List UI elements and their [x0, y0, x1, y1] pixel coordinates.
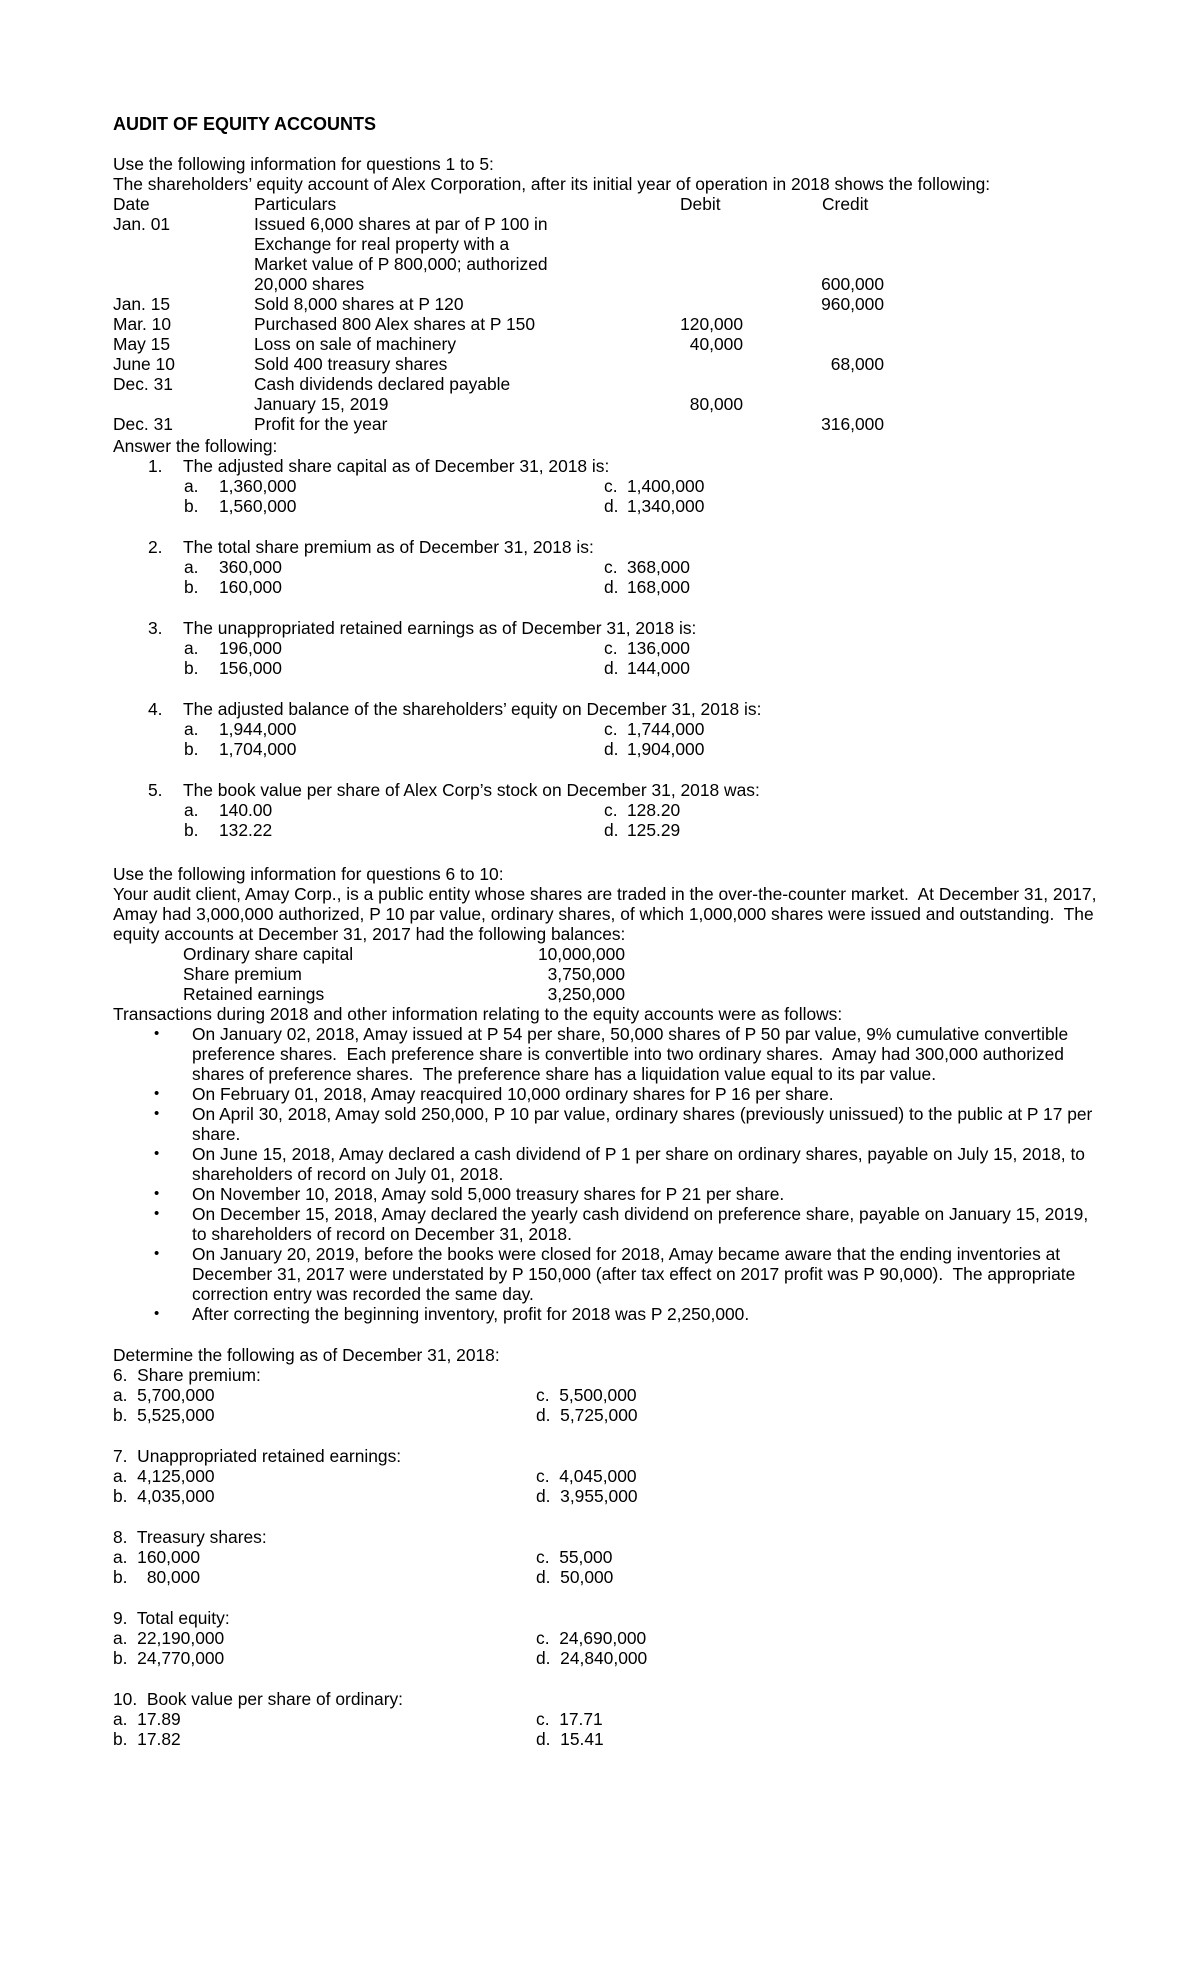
bullet-text: On January 20, 2019, before the books were closed for 2018, Amay became aware that the ending inventories at [192, 1244, 1061, 1264]
choice-letter-a: a. [184, 557, 199, 577]
choice-b: b. 5,525,000 [113, 1405, 215, 1425]
choice-c: c. 55,000 [536, 1547, 613, 1567]
choice-letter-d: d. [604, 658, 619, 678]
table-header-particulars: Particulars [254, 194, 337, 214]
balance-name: Share premium [183, 964, 302, 984]
choice-c: c. 4,045,000 [536, 1466, 637, 1486]
choice-b: 160,000 [219, 577, 282, 597]
choice-c: 1,744,000 [627, 719, 705, 739]
table-row-debit: 40,000 [689, 334, 743, 354]
question-text: The total share premium as of December 31, 2018 is: [183, 537, 594, 557]
table-row-particulars: Sold 8,000 shares at P 120 [254, 294, 464, 314]
choice-letter-b: b. [184, 496, 199, 516]
choice-c: 368,000 [627, 557, 690, 577]
bullet-text: shareholders of record on July 01, 2018. [192, 1164, 504, 1184]
question-label: 8. Treasury shares: [113, 1527, 267, 1547]
choice-a: a. 5,700,000 [113, 1385, 215, 1405]
choice-letter-a: a. [184, 476, 199, 496]
bullet-text: On December 15, 2018, Amay declared the yearly cash dividend on preference share, payable on January 15, 2019, [192, 1204, 1089, 1224]
balance-value: 10,000,000 [537, 944, 625, 964]
choice-a: 140.00 [219, 800, 273, 820]
bullet-text: On February 01, 2018, Amay reacquired 10,000 ordinary shares for P 16 per share. [192, 1084, 834, 1104]
bullet-icon: • [154, 1245, 160, 1262]
table-header-debit: Debit [680, 194, 721, 214]
choice-letter-b: b. [184, 820, 199, 840]
bullet-icon: • [154, 1025, 160, 1042]
choice-b: b. 24,770,000 [113, 1648, 225, 1668]
choice-b: b. 80,000 [113, 1567, 201, 1587]
answer-intro: Answer the following: [113, 436, 278, 456]
bullet-text: December 31, 2017 were understated by P 150,000 (after tax effect on 2017 profit was P 90,000). The appropriate [192, 1264, 1076, 1284]
bullet-icon: • [154, 1105, 160, 1122]
choice-d: d. 3,955,000 [536, 1486, 638, 1506]
choice-a: a. 160,000 [113, 1547, 201, 1567]
question-label: 9. Total equity: [113, 1608, 230, 1628]
intro-text: Use the following information for questions 1 to 5: [113, 154, 494, 174]
choice-d: d. 24,840,000 [536, 1648, 648, 1668]
table-row-date: Jan. 01 [113, 214, 171, 234]
bullet-text: to shareholders of record on December 31, 2018. [192, 1224, 572, 1244]
choice-letter-d: d. [604, 739, 619, 759]
choice-b: b. 17.82 [113, 1729, 181, 1749]
choice-b: 156,000 [219, 658, 282, 678]
choice-letter-a: a. [184, 800, 199, 820]
choice-c: 136,000 [627, 638, 690, 658]
table-row-particulars: Issued 6,000 shares at par of P 100 in [254, 214, 548, 234]
choice-letter-b: b. [184, 577, 199, 597]
bullet-text: share. [192, 1124, 241, 1144]
question-text: The adjusted balance of the shareholders’ equity on December 31, 2018 is: [183, 699, 762, 719]
table-row-debit: 120,000 [680, 314, 743, 334]
choice-c: c. 17.71 [536, 1709, 603, 1729]
choice-letter-c: c. [604, 476, 618, 496]
choice-letter-c: c. [604, 800, 618, 820]
table-row-date: May 15 [113, 334, 171, 354]
choice-letter-c: c. [604, 719, 618, 739]
transactions-intro: Transactions during 2018 and other information relating to the equity accounts were as follows: [113, 1004, 843, 1024]
question-number: 3. [148, 618, 163, 638]
choice-c: c. 24,690,000 [536, 1628, 647, 1648]
choice-a: a. 22,190,000 [113, 1628, 225, 1648]
choice-letter-d: d. [604, 820, 619, 840]
bullet-text: shares of preference shares. The preference share has a liquidation value equal to its par value. [192, 1064, 937, 1084]
choice-b: 1,560,000 [219, 496, 297, 516]
description-text: The shareholders’ equity account of Alex Corporation, after its initial year of operation in 2018 shows the following: [113, 174, 991, 194]
page-title: AUDIT OF EQUITY ACCOUNTS [113, 114, 377, 134]
bullet-text: correction entry was recorded the same day. [192, 1284, 534, 1304]
table-row-credit: 960,000 [821, 294, 884, 314]
table-header-credit: Credit [822, 194, 869, 214]
choice-letter-a: a. [184, 638, 199, 658]
choice-b: 1,704,000 [219, 739, 297, 759]
table-row-date: Jan. 15 [113, 294, 171, 314]
choice-d: 125.29 [627, 820, 681, 840]
question-text: The unappropriated retained earnings as of December 31, 2018 is: [183, 618, 697, 638]
bullet-icon: • [154, 1305, 160, 1322]
description-text: equity accounts at December 31, 2017 had the following balances: [113, 924, 626, 944]
table-row-date: June 10 [113, 354, 175, 374]
bullet-icon: • [154, 1085, 160, 1102]
choice-d: d. 50,000 [536, 1567, 614, 1587]
balance-value: 3,250,000 [547, 984, 625, 1004]
choice-d: 168,000 [627, 577, 690, 597]
bullet-text: On November 10, 2018, Amay sold 5,000 treasury shares for P 21 per share. [192, 1184, 785, 1204]
table-row-particulars: January 15, 2019 [254, 394, 389, 414]
balance-name: Ordinary share capital [183, 944, 354, 964]
description-text: Your audit client, Amay Corp., is a public entity whose shares are traded in the over-the-counter market. At December 31, 2017, [113, 884, 1097, 904]
table-row-particulars: Exchange for real property with a [254, 234, 510, 254]
table-row-particulars: Cash dividends declared payable [254, 374, 511, 394]
table-row-credit: 316,000 [821, 414, 884, 434]
table-row-particulars: Loss on sale of machinery [254, 334, 457, 354]
question-number: 5. [148, 780, 163, 800]
choice-letter-d: d. [604, 577, 619, 597]
question-label: 7. Unappropriated retained earnings: [113, 1446, 402, 1466]
choice-a: a. 17.89 [113, 1709, 181, 1729]
question-label: 10. Book value per share of ordinary: [113, 1689, 404, 1709]
question-number: 2. [148, 537, 163, 557]
choice-letter-c: c. [604, 638, 618, 658]
bullet-text: preference shares. Each preference share is convertible into two ordinary shares. Amay had 300,000 authorized [192, 1044, 1064, 1064]
choice-letter-c: c. [604, 557, 618, 577]
question-text: The adjusted share capital as of December 31, 2018 is: [183, 456, 610, 476]
choice-letter-b: b. [184, 739, 199, 759]
table-row-particulars: 20,000 shares [254, 274, 365, 294]
choice-d: d. 15.41 [536, 1729, 604, 1749]
choice-d: 1,340,000 [627, 496, 705, 516]
table-row-date: Mar. 10 [113, 314, 171, 334]
choice-d: 144,000 [627, 658, 690, 678]
table-row-particulars: Purchased 800 Alex shares at P 150 [254, 314, 536, 334]
choice-a: 196,000 [219, 638, 282, 658]
choice-a: a. 4,125,000 [113, 1466, 215, 1486]
choice-a: 1,944,000 [219, 719, 297, 739]
bullet-text: After correcting the beginning inventory, profit for 2018 was P 2,250,000. [192, 1304, 750, 1324]
choice-b: 132.22 [219, 820, 273, 840]
balance-value: 3,750,000 [547, 964, 625, 984]
question-number: 1. [148, 456, 163, 476]
bullet-icon: • [154, 1205, 160, 1222]
table-row-particulars: Market value of P 800,000; authorized [254, 254, 548, 274]
table-row-particulars: Profit for the year [254, 414, 388, 434]
bullet-icon: • [154, 1185, 160, 1202]
choice-letter-b: b. [184, 658, 199, 678]
table-header-date: Date [113, 194, 150, 214]
intro-text: Use the following information for questions 6 to 10: [113, 864, 504, 884]
choice-c: c. 5,500,000 [536, 1385, 637, 1405]
choice-letter-d: d. [604, 496, 619, 516]
bullet-text: On June 15, 2018, Amay declared a cash dividend of P 1 per share on ordinary shares, payable on July 15, 2018, to [192, 1144, 1085, 1164]
choice-a: 360,000 [219, 557, 282, 577]
choice-d: 1,904,000 [627, 739, 705, 759]
choice-d: d. 5,725,000 [536, 1405, 638, 1425]
table-row-credit: 600,000 [821, 274, 884, 294]
determine-text: Determine the following as of December 31, 2018: [113, 1345, 500, 1365]
choice-c: 1,400,000 [627, 476, 705, 496]
table-row-date: Dec. 31 [113, 374, 173, 394]
question-number: 4. [148, 699, 163, 719]
question-label: 6. Share premium: [113, 1365, 261, 1385]
bullet-text: On January 02, 2018, Amay issued at P 54 per share, 50,000 shares of P 50 par value, 9% cumulative convertible [192, 1024, 1069, 1044]
balance-name: Retained earnings [183, 984, 325, 1004]
table-row-particulars: Sold 400 treasury shares [254, 354, 448, 374]
table-row-debit: 80,000 [689, 394, 743, 414]
question-text: The book value per share of Alex Corp’s stock on December 31, 2018 was: [183, 780, 760, 800]
choice-c: 128.20 [627, 800, 681, 820]
bullet-text: On April 30, 2018, Amay sold 250,000, P 10 par value, ordinary shares (previously unissued) to the public at P 17 per [192, 1104, 1093, 1124]
description-text: Amay had 3,000,000 authorized, P 10 par value, ordinary shares, of which 1,000,000 shares were issued and outstanding. The [113, 904, 1094, 924]
bullet-icon: • [154, 1145, 160, 1162]
choice-a: 1,360,000 [219, 476, 297, 496]
table-row-date: Dec. 31 [113, 414, 173, 434]
choice-b: b. 4,035,000 [113, 1486, 215, 1506]
table-row-credit: 68,000 [830, 354, 884, 374]
choice-letter-a: a. [184, 719, 199, 739]
